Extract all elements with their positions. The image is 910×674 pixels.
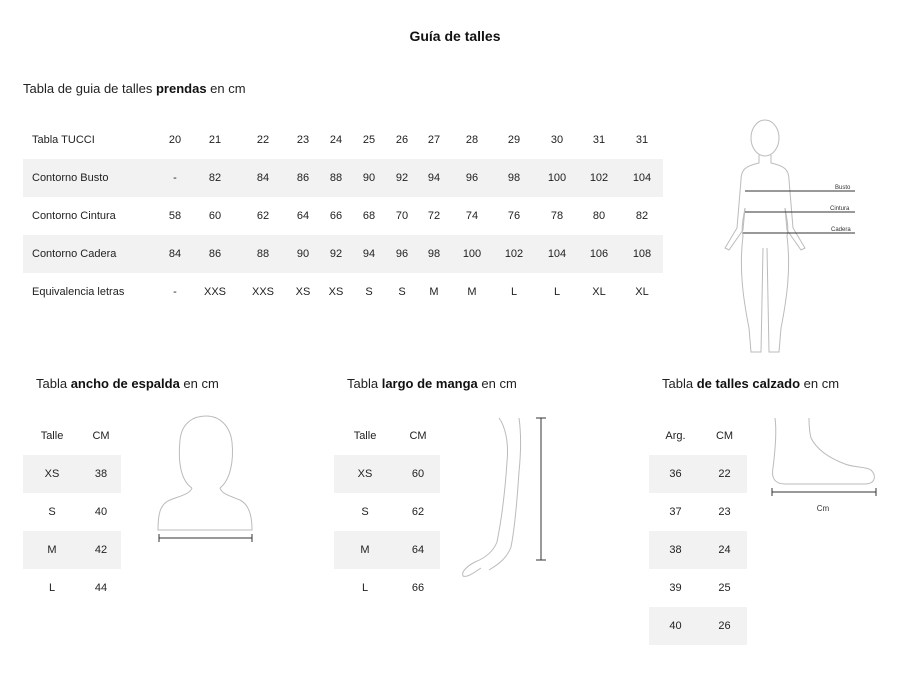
column-header: CM — [92, 430, 110, 442]
table-cell: 86 — [208, 248, 222, 260]
table-cell: S — [398, 286, 406, 298]
table-cell: 26 — [395, 134, 409, 146]
table-cell: 60 — [411, 468, 425, 480]
calzado-table — [649, 417, 747, 645]
column-header: CM — [715, 430, 734, 442]
table-cell: L — [48, 582, 56, 594]
table-cell: XL — [592, 286, 606, 298]
row-label: Contorno Cadera — [32, 248, 117, 260]
table-row — [23, 121, 663, 159]
table-cell: 84 — [168, 248, 182, 260]
table-cell: 78 — [550, 210, 564, 222]
row-label: Contorno Busto — [32, 172, 109, 184]
table-cell: S — [361, 506, 369, 518]
table-cell: 62 — [256, 210, 270, 222]
table-cell: 90 — [362, 172, 376, 184]
table-cell: 25 — [362, 134, 376, 146]
table-cell: 30 — [550, 134, 564, 146]
cintura-label: Cintura — [830, 206, 850, 212]
body-figure — [715, 118, 865, 358]
manga-heading — [347, 376, 517, 391]
table-row — [334, 493, 440, 531]
table-cell: 38 — [669, 544, 682, 556]
foot-figure — [765, 412, 885, 522]
table-cell: 68 — [362, 210, 376, 222]
prendas-table — [23, 121, 663, 311]
table-cell: 23 — [718, 506, 731, 518]
table-row — [23, 455, 121, 493]
table-cell: 27 — [427, 134, 441, 146]
table-cell: M — [429, 286, 439, 298]
table-cell: 82 — [208, 172, 222, 184]
table-cell: 74 — [465, 210, 479, 222]
table-cell: 64 — [411, 544, 425, 556]
table-cell: 82 — [635, 210, 649, 222]
calzado-heading-post: en cm — [800, 376, 840, 391]
espalda-heading-post: en cm — [179, 376, 219, 391]
table-cell: 88 — [329, 172, 343, 184]
table-cell: 66 — [411, 582, 425, 594]
table-row — [23, 197, 663, 235]
table-cell: 100 — [462, 248, 482, 260]
prendas-heading-post: en cm — [206, 81, 246, 96]
table-cell: 39 — [669, 582, 682, 594]
table-cell: XL — [635, 286, 649, 298]
column-header: Talle — [40, 430, 64, 442]
busto-label: Busto — [835, 185, 851, 191]
arm-figure — [455, 412, 555, 582]
foot-cm-label: Cm — [816, 504, 830, 513]
espalda-table — [23, 417, 121, 607]
espalda-heading-bold: ancho de espalda — [70, 376, 180, 391]
table-cell: 24 — [329, 134, 343, 146]
table-cell: 29 — [507, 134, 521, 146]
table-cell: - — [173, 286, 177, 298]
table-row — [649, 455, 747, 493]
prendas-heading — [23, 81, 246, 96]
table-row — [23, 569, 121, 607]
table-cell: 21 — [208, 134, 222, 146]
espalda-heading-pre: Tabla — [36, 376, 71, 391]
cadera-label: Cadera — [831, 227, 851, 233]
table-cell: 37 — [669, 506, 682, 518]
calzado-heading-pre: Tabla — [662, 376, 697, 391]
page-title: Guía de talles — [409, 28, 501, 44]
prendas-heading-bold: prendas — [155, 81, 207, 96]
table-cell: 64 — [296, 210, 310, 222]
table-cell: - — [173, 172, 177, 184]
table-cell: XXS — [203, 286, 226, 298]
table-cell: 94 — [362, 248, 376, 260]
table-cell: 44 — [94, 582, 108, 594]
table-cell: L — [361, 582, 369, 594]
table-row — [649, 531, 747, 569]
table-cell: 62 — [411, 506, 425, 518]
table-cell: 92 — [329, 248, 343, 260]
table-row — [334, 569, 440, 607]
row-label: Equivalencia letras — [32, 286, 125, 298]
table-cell: 58 — [168, 210, 182, 222]
table-cell: 31 — [635, 134, 649, 146]
column-header: CM — [409, 430, 427, 442]
table-cell: S — [48, 506, 56, 518]
manga-heading-bold: largo de manga — [381, 376, 478, 391]
table-cell: 104 — [632, 172, 652, 184]
table-row — [23, 493, 121, 531]
column-header: Arg. — [665, 430, 686, 442]
row-label: Tabla TUCCI — [32, 134, 95, 146]
table-cell: 40 — [94, 506, 108, 518]
table-row — [649, 493, 747, 531]
table-row — [334, 531, 440, 569]
table-header-row — [23, 417, 121, 455]
column-header: Talle — [353, 430, 377, 442]
table-cell: L — [510, 286, 518, 298]
table-cell: 72 — [427, 210, 441, 222]
table-cell: 42 — [94, 544, 108, 556]
manga-heading-pre: Tabla — [347, 376, 382, 391]
table-cell: 96 — [395, 248, 409, 260]
table-cell: 106 — [589, 248, 609, 260]
table-row — [23, 531, 121, 569]
table-cell: 108 — [632, 248, 652, 260]
table-cell: XS — [295, 286, 311, 298]
table-cell: 100 — [547, 172, 567, 184]
table-cell: 88 — [256, 248, 270, 260]
table-cell: 24 — [718, 544, 731, 556]
table-cell: 98 — [507, 172, 521, 184]
table-cell: XS — [357, 468, 373, 480]
table-row — [334, 455, 440, 493]
back-figure — [150, 410, 265, 550]
table-cell: 26 — [718, 620, 731, 632]
table-cell: 70 — [395, 210, 409, 222]
table-cell: 20 — [168, 134, 182, 146]
table-cell: 28 — [465, 134, 479, 146]
calzado-heading-bold: de talles calzado — [696, 376, 801, 391]
espalda-heading — [36, 376, 219, 391]
table-header-row — [334, 417, 440, 455]
table-cell: XS — [328, 286, 344, 298]
table-cell: 98 — [427, 248, 441, 260]
table-cell: 102 — [589, 172, 609, 184]
table-header-row — [649, 417, 747, 455]
table-cell: 102 — [504, 248, 524, 260]
table-row — [23, 273, 663, 311]
table-cell: 31 — [592, 134, 606, 146]
table-cell: XS — [44, 468, 60, 480]
table-cell: 96 — [465, 172, 479, 184]
table-cell: XXS — [251, 286, 274, 298]
table-cell: 84 — [256, 172, 270, 184]
table-row — [23, 159, 663, 197]
table-cell: 25 — [718, 582, 731, 594]
table-cell: 23 — [296, 134, 310, 146]
table-cell: 22 — [256, 134, 270, 146]
table-cell: 36 — [669, 468, 682, 480]
table-cell: 38 — [94, 468, 108, 480]
table-cell: L — [553, 286, 561, 298]
table-cell: 92 — [395, 172, 409, 184]
table-cell: 94 — [427, 172, 441, 184]
table-cell: 40 — [669, 620, 682, 632]
table-cell: M — [360, 544, 370, 556]
table-cell: M — [467, 286, 477, 298]
manga-table — [334, 417, 440, 607]
table-cell: 76 — [507, 210, 521, 222]
row-label: Contorno Cintura — [32, 210, 116, 222]
manga-heading-post: en cm — [477, 376, 517, 391]
table-cell: 66 — [329, 210, 343, 222]
table-row — [649, 569, 747, 607]
table-cell: M — [47, 544, 57, 556]
table-cell: 104 — [547, 248, 567, 260]
table-row — [23, 235, 663, 273]
calzado-heading — [662, 376, 839, 391]
table-row — [649, 607, 747, 645]
table-cell: 22 — [718, 468, 731, 480]
table-cell: 60 — [208, 210, 222, 222]
table-cell: 90 — [296, 248, 310, 260]
table-cell: 86 — [296, 172, 310, 184]
table-cell: 80 — [592, 210, 606, 222]
prendas-heading-pre: Tabla de guia de talles — [23, 81, 156, 96]
table-cell: S — [365, 286, 373, 298]
